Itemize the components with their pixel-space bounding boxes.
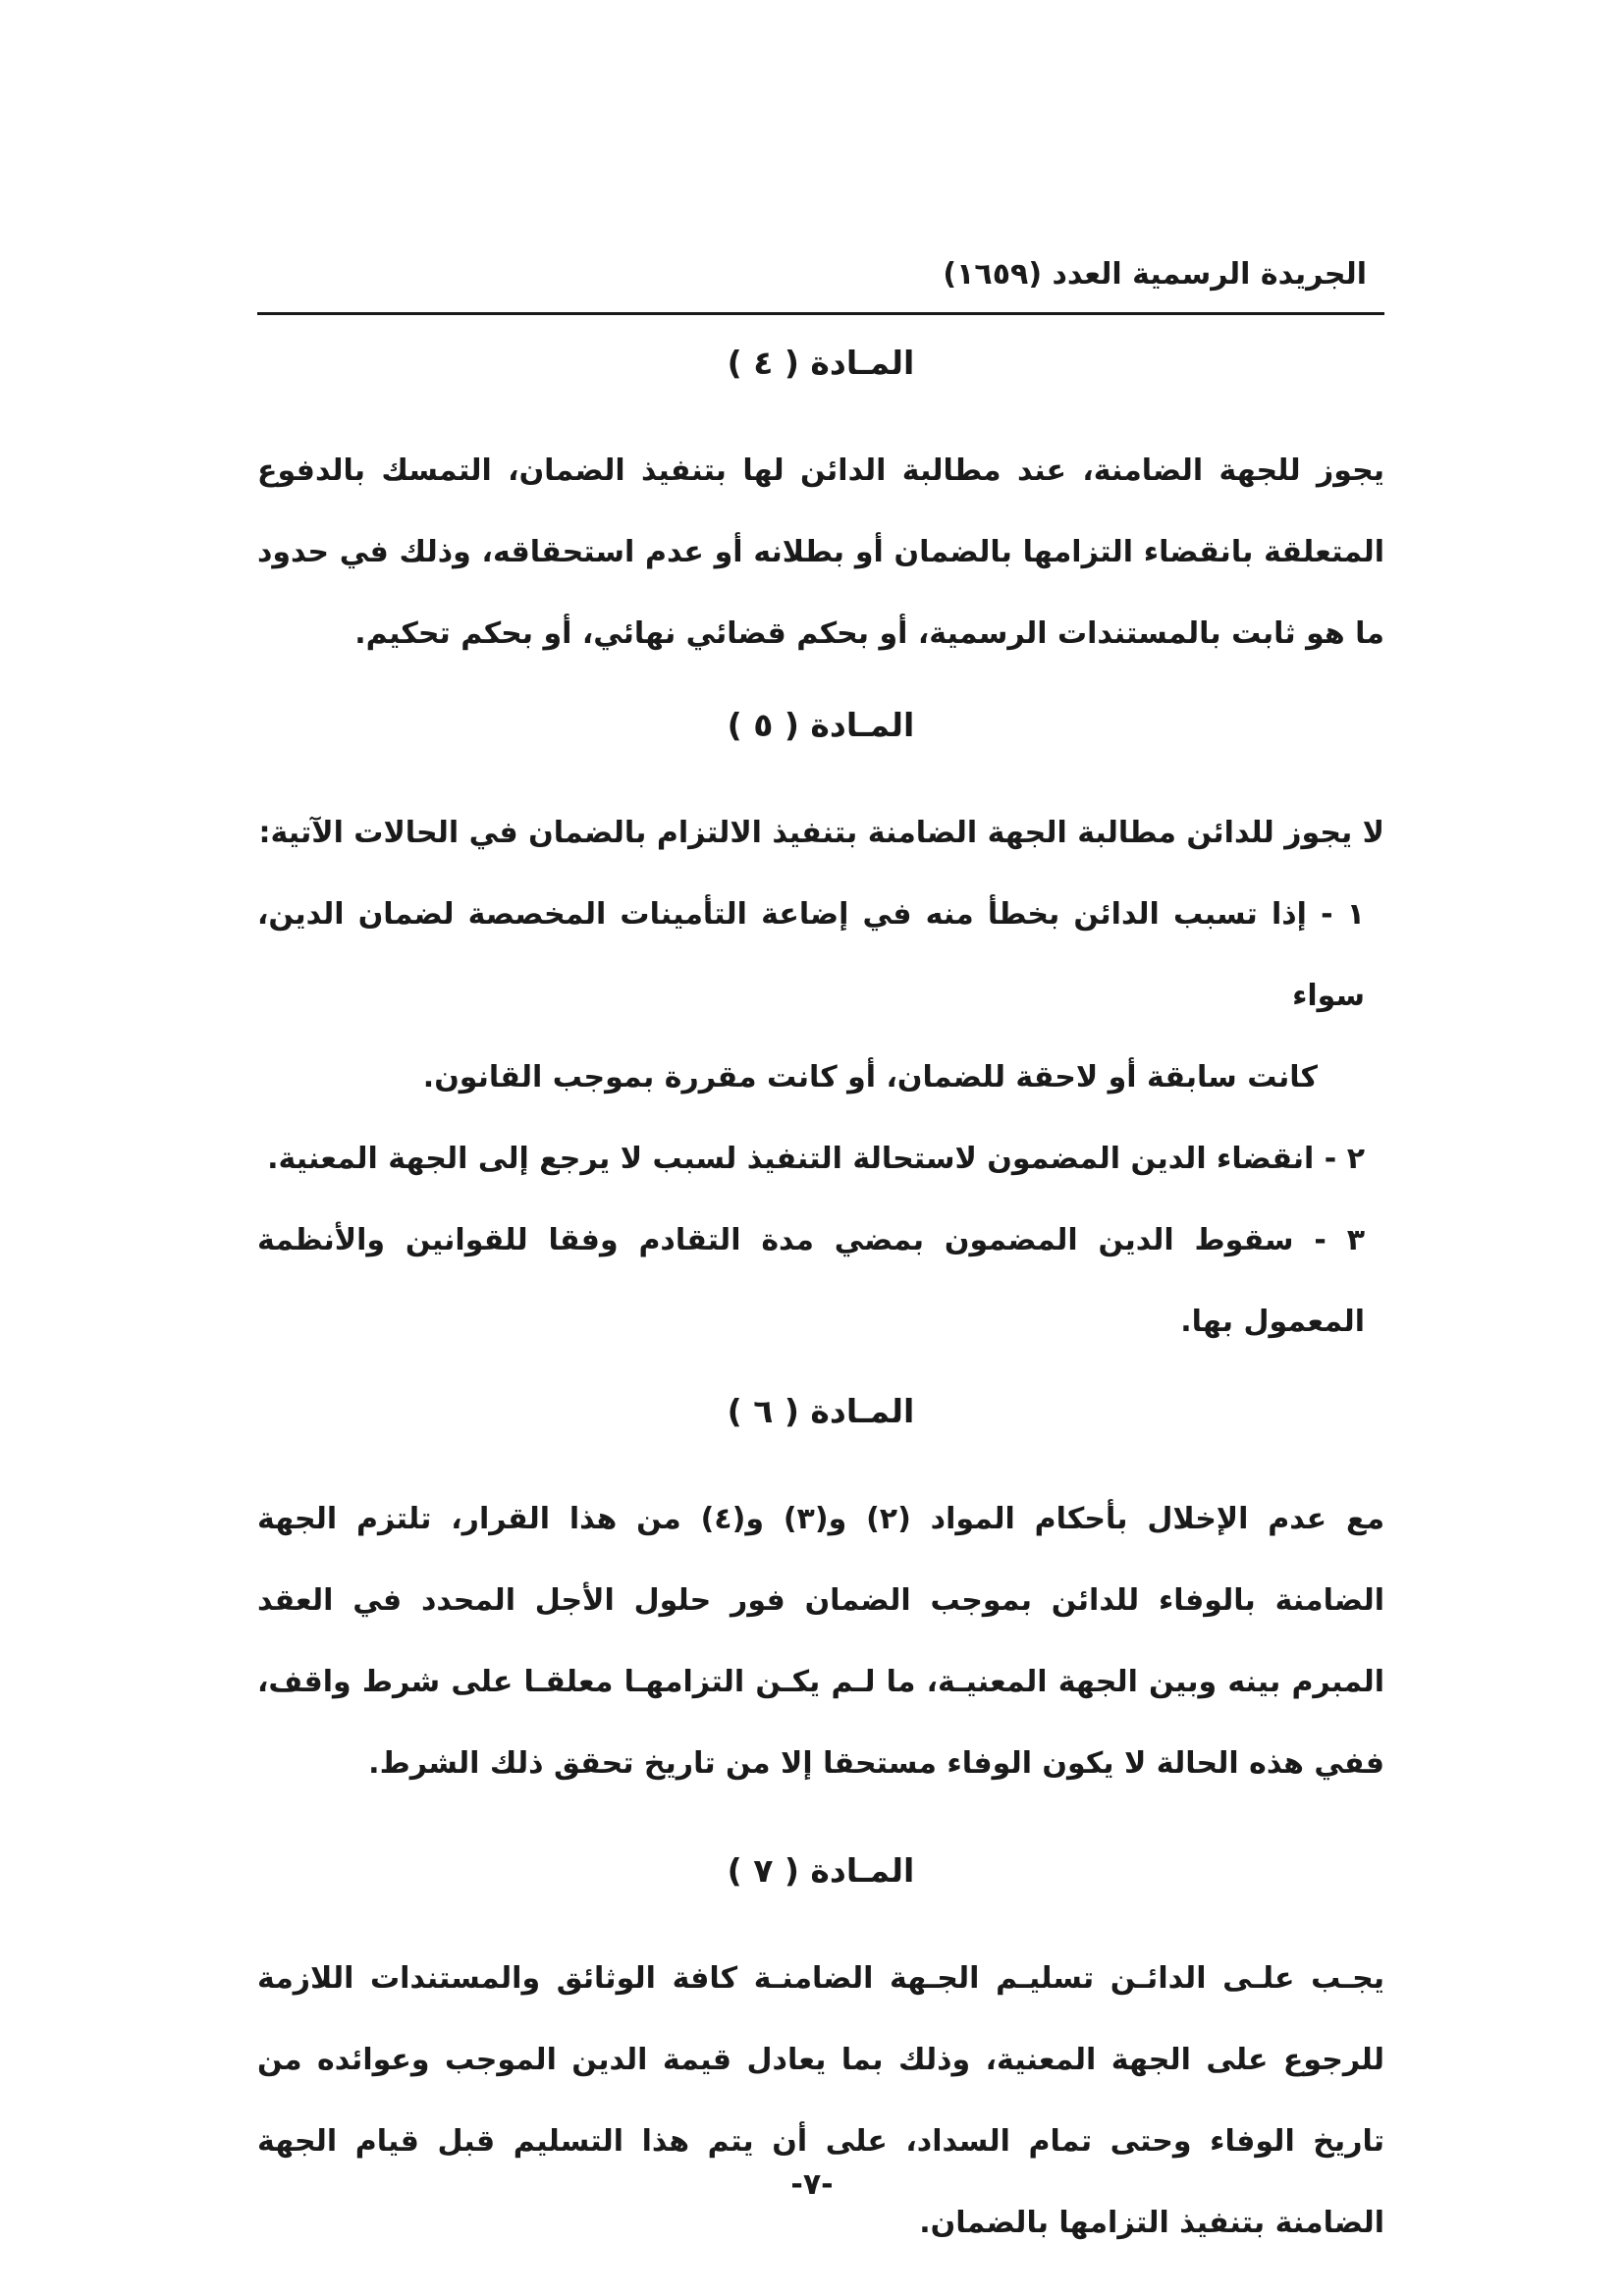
article-5-item-2 xyxy=(257,1118,1384,1200)
article-4-paragraph: يجوز للجهة الضامنة، عند مطالبة الدائن لها بتنفيذ الضمان، التمسك بالدفوع المتعلقة بانقضاء التزامها بالضمان أو بطلانه أو عدم استحقاقه، وذلك في حدود ما هو ثابت بالمستندات الرسمية، أو بحكم قضائي نهائي، أو بحكم تحكيم. xyxy=(257,454,1384,651)
article-7-paragraph: يجـب علـى الدائـن تسليـم الجـهة الضامنـة كافة الوثائق والمستندات اللازمة للرجوع على الجهة المعنية، وذلك بما يعادل قيمة الدين الموجب وعوائده من تاريخ الوفاء وحتى تمام السداد، على أن يتم هذا التسليم قبل قيام الجهة الضامنة بتنفيذ التزامها بالضمان. xyxy=(257,1961,1384,2240)
page-number: -٧- xyxy=(790,2167,834,2202)
article-7-title: المـادة ( ٧ ) xyxy=(727,1851,915,1890)
article-5-item-1 xyxy=(257,874,1384,1118)
article-5-title: المـادة ( ٥ ) xyxy=(727,706,915,744)
article-5-item-3-text: ٣ - سقوط الدين المضمون بمضي مدة التقادم وفقا للقوانين والأنظمة المعمول بها. xyxy=(257,1223,1365,1339)
article-5-item-3 xyxy=(257,1200,1384,1362)
article-5-item-1-line-1: ١ - إذا تسبب الدائن بخطأ منه في إضاعة التأمينات المخصصة لضمان الدين، سواء xyxy=(257,897,1365,1013)
article-4-title: المـادة ( ٤ ) xyxy=(727,344,915,382)
document-body xyxy=(257,332,1384,2277)
article-6-title: المـادة ( ٦ ) xyxy=(727,1392,915,1430)
running-header: الجريدة الرسمية العدد (١٦٥٩) xyxy=(943,257,1367,292)
article-6-paragraph: مع عدم الإخلال بأحكام المواد (٢) و(٣) و(٤) من هذا القرار، تلتزم الجهة الضامنة بالوفاء للدائن بموجب الضمان فور حلول الأجل المحدد في العقد المبرم بينه وبين الجهة المعنيـة، ما لـم يكـن التزامهـا معلقـا على شرط واقف، ففي هذه الحالة لا يكون الوفاء مستحقا إلا من تاريخ تحقق ذلك الشرط. xyxy=(257,1502,1385,1781)
article-5-item-2-text: ٢ - انقضاء الدين المضمون لاستحالة التنفيذ لسبب لا يرجع إلى الجهة المعنية. xyxy=(267,1142,1365,1176)
header-rule xyxy=(257,312,1384,315)
article-5-intro: لا يجوز للدائن مطالبة الجهة الضامنة بتنفيذ الالتزام بالضمان في الحالات الآتية: xyxy=(258,816,1384,850)
article-5-item-1-line-2: كانت سابقة أو لاحقة للضمان، أو كانت مقررة بموجب القانون. xyxy=(422,1060,1318,1095)
